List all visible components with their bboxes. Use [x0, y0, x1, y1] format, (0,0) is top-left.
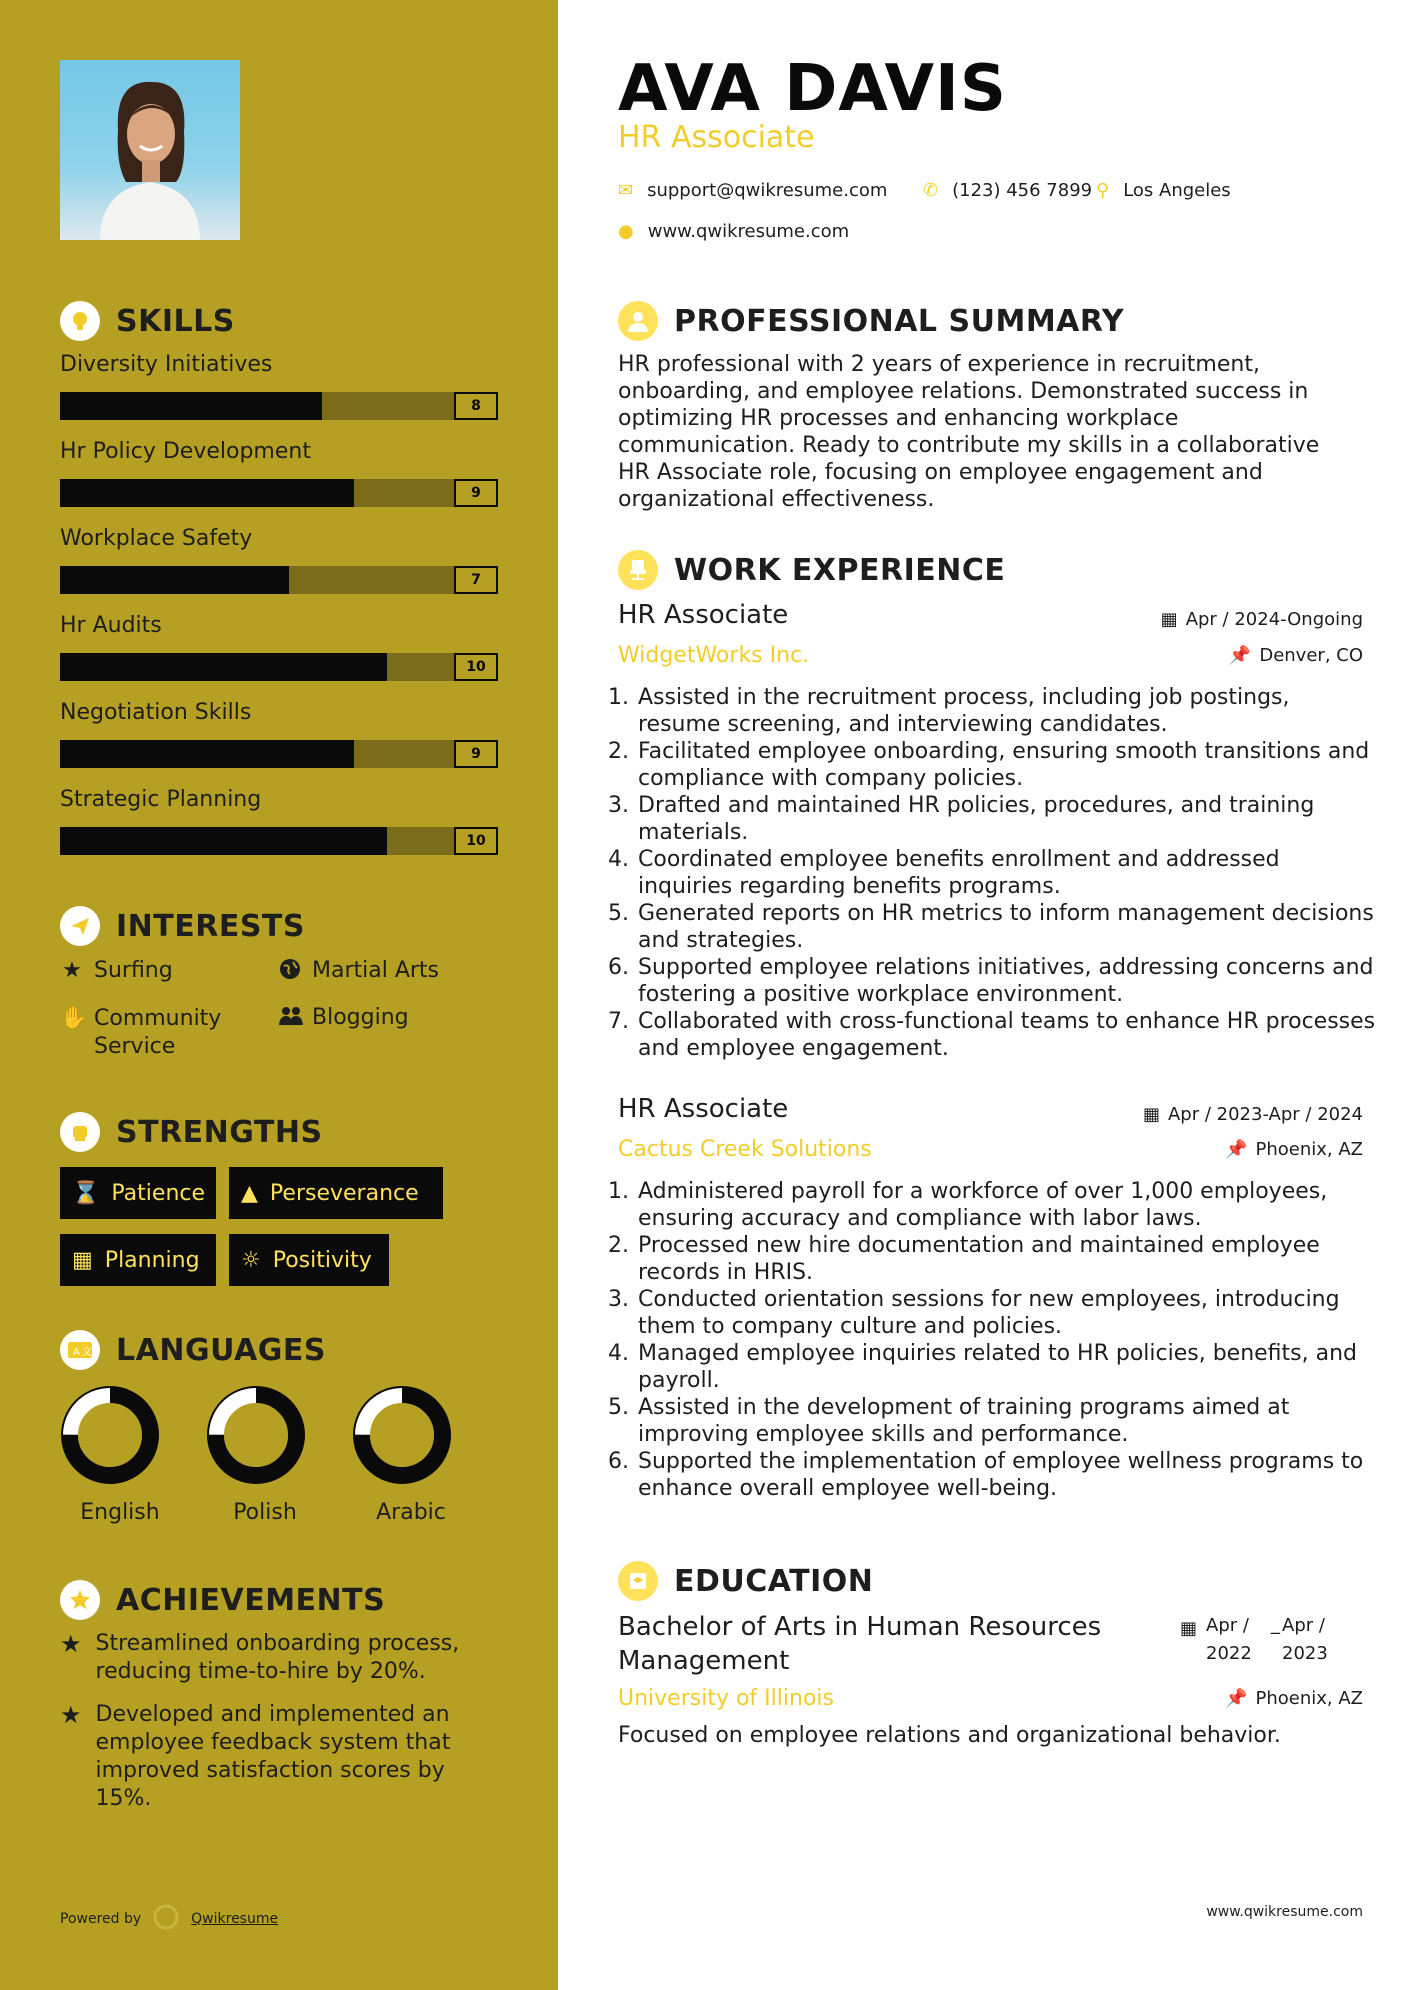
skill-fill — [60, 740, 354, 768]
strength-tag — [229, 1167, 443, 1219]
skill-name: Strategic Planning — [60, 787, 262, 812]
summary-title: PROFESSIONAL SUMMARY — [674, 303, 1125, 339]
skill-fill — [60, 566, 289, 594]
star-burst-icon: ★ — [60, 1701, 82, 1729]
skill-level: 9 — [454, 740, 498, 768]
achievement-text: Developed and implemented an employee feedback system that improved satisfaction scores by 15%. — [95, 1702, 451, 1811]
skill-level: 10 — [454, 827, 498, 855]
contact-website — [618, 221, 849, 242]
person-name: AVA DAVIS — [618, 52, 1007, 126]
footer-url[interactable]: www.qwikresume.com — [1206, 1904, 1363, 1920]
list-item: 5. Generated reports on HR metrics to inform management decisions and strategies. — [636, 900, 1376, 954]
skill-level: 8 — [454, 392, 498, 420]
skill-bar — [60, 827, 498, 855]
summary-header — [618, 301, 1124, 341]
list-item: 4. Coordinated employee benefits enrollment and addressed inquiries regarding benefits programs. — [636, 846, 1376, 900]
list-item: 3. Drafted and maintained HR policies, procedures, and training materials. — [636, 792, 1376, 846]
job-location-text: Phoenix, AZ — [1255, 1139, 1363, 1160]
achievement-text: Streamlined onboarding process, reducing time-to-hire by 20%. — [95, 1631, 460, 1684]
edu-date-start — [1206, 1612, 1252, 1668]
calendar-icon: ▦ — [1160, 609, 1178, 630]
education-title: EDUCATION — [674, 1563, 874, 1599]
edu-date-end-year: 2023 — [1282, 1643, 1328, 1664]
strength-tag — [229, 1234, 389, 1286]
fist-icon — [60, 1112, 100, 1152]
work-title: WORK EXPERIENCE — [674, 552, 1006, 588]
job-dates — [1143, 1104, 1363, 1125]
job-title: HR Associate — [618, 600, 789, 630]
interest-item — [60, 1005, 260, 1061]
globe-icon — [278, 958, 302, 986]
job-title: HR Associate — [618, 1094, 789, 1124]
achievement-item — [60, 1701, 500, 1813]
contact-location — [1096, 180, 1231, 201]
user-icon — [618, 301, 658, 341]
edu-date-start-month: Apr / — [1206, 1615, 1249, 1636]
sidebar — [0, 0, 558, 1990]
achievements-header — [60, 1580, 385, 1620]
list-item: 1. Administered payroll for a workforce of over 1,000 employees, ensuring accuracy and compliance with labor laws. — [636, 1178, 1376, 1232]
calendar-icon: ▦ — [1180, 1618, 1198, 1639]
job-dates-text: Apr / 2023-Apr / 2024 — [1167, 1104, 1363, 1125]
skill-level: 7 — [454, 566, 498, 594]
sun-icon: ☼ — [241, 1247, 261, 1273]
skills-header — [60, 301, 235, 341]
website-text[interactable]: www.qwikresume.com — [647, 221, 850, 242]
skill-name: Hr Audits — [60, 613, 162, 638]
language-ring — [206, 1385, 306, 1489]
skill-name: Hr Policy Development — [60, 439, 311, 464]
job-bullets — [618, 684, 1376, 1062]
job-company: WidgetWorks Inc. — [618, 643, 810, 668]
star-burst-icon: ★ — [60, 1630, 82, 1658]
edu-date-start-year: 2022 — [1206, 1643, 1252, 1664]
interest-label: Martial Arts — [312, 958, 440, 983]
skill-bar — [60, 740, 498, 768]
road-icon: ▲ — [241, 1180, 258, 1206]
skill-fill — [60, 479, 354, 507]
work-header — [618, 550, 1005, 590]
job-company: Cactus Creek Solutions — [618, 1137, 872, 1162]
powered-by — [60, 1904, 278, 1934]
skill-fill — [60, 392, 322, 420]
strengths-title: STRENGTHS — [116, 1114, 323, 1150]
person-role: HR Associate — [618, 120, 815, 155]
job-location — [1229, 645, 1363, 666]
phone-text[interactable]: (123) 456 7899 — [952, 180, 1093, 201]
phone-icon: ✆ — [923, 180, 939, 201]
list-item: 2. Processed new hire documentation and maintained employee records in HRIS. — [636, 1232, 1376, 1286]
svg-text:A: A — [73, 1347, 80, 1358]
job-dates-text: Apr / 2024-Ongoing — [1185, 609, 1363, 630]
language-label: English — [80, 1500, 160, 1525]
interest-label: Community Service — [94, 1006, 222, 1059]
qwikresume-logo-icon — [153, 1904, 179, 1934]
map-pin-icon: ⚲ — [1096, 180, 1110, 201]
skill-name: Negotiation Skills — [60, 700, 252, 725]
contact-email — [618, 180, 887, 201]
job-dates — [1161, 609, 1363, 630]
main-content — [558, 0, 1407, 1990]
powered-by-label: Powered by — [60, 1911, 142, 1927]
pin-icon: 📌 — [1225, 1139, 1248, 1160]
globe-icon: ● — [618, 221, 634, 242]
edu-location — [1225, 1688, 1363, 1709]
paper-plane-icon — [60, 906, 100, 946]
list-item: 4. Managed employee inquiries related to HR policies, benefits, and payroll. — [636, 1340, 1376, 1394]
language-ring — [60, 1385, 160, 1489]
interest-item — [60, 958, 173, 983]
lightbulb-icon — [60, 301, 100, 341]
education-header — [618, 1561, 873, 1601]
achievement-item — [60, 1630, 500, 1686]
graduation-cap-icon — [618, 1561, 658, 1601]
list-item: 7. Collaborated with cross-functional teams to enhance HR processes and employee engagement. — [636, 1008, 1376, 1062]
edu-date-end — [1282, 1612, 1328, 1668]
pin-icon: 📌 — [1228, 645, 1252, 666]
edu-date-separator: _ — [1271, 1614, 1280, 1635]
skill-name: Workplace Safety — [60, 526, 253, 551]
pin-icon: 📌 — [1225, 1688, 1248, 1709]
language-label: Arabic — [376, 1500, 446, 1525]
school-name: University of Illinois — [618, 1686, 834, 1711]
hand-icon: ✋ — [60, 1006, 88, 1031]
skills-title: SKILLS — [116, 303, 235, 339]
skill-level: 9 — [454, 479, 498, 507]
interest-item — [278, 1005, 409, 1033]
strength-label: Positivity — [272, 1247, 372, 1273]
edu-date-end-month: Apr / — [1282, 1615, 1325, 1636]
brand-link[interactable]: Qwikresume — [191, 1911, 279, 1927]
language-icon — [60, 1330, 100, 1370]
users-icon — [278, 1005, 302, 1033]
list-item: 5. Assisted in the development of training programs aimed at improving employee skills and performance. — [636, 1394, 1376, 1448]
language-ring — [352, 1385, 452, 1489]
calendar-icon: ▦ — [72, 1247, 93, 1273]
interest-label: Blogging — [312, 1005, 409, 1030]
skill-fill — [60, 827, 387, 855]
list-item: 6. Supported employee relations initiatives, addressing concerns and fostering a positive workplace environment. — [636, 954, 1376, 1008]
job-bullets — [618, 1178, 1376, 1502]
skill-bar — [60, 653, 498, 681]
strength-label: Patience — [111, 1180, 206, 1206]
skill-level: 10 — [454, 653, 498, 681]
award-star-icon — [60, 1580, 100, 1620]
strength-label: Planning — [104, 1247, 200, 1273]
list-item: 1. Assisted in the recruitment process, including job postings, resume screening, and interviewing candidates. — [636, 684, 1376, 738]
achievements-title: ACHIEVEMENTS — [116, 1582, 386, 1618]
list-item: 6. Supported the implementation of employee wellness programs to enhance overall employee well-being. — [636, 1448, 1376, 1502]
strength-tag — [60, 1167, 216, 1219]
skill-name: Diversity Initiatives — [60, 352, 273, 377]
degree-title: Bachelor of Arts in Human Resources Management — [618, 1612, 1102, 1676]
interest-item — [278, 958, 439, 986]
languages-title: LANGUAGES — [116, 1332, 326, 1368]
skill-fill — [60, 653, 387, 681]
email-text[interactable]: support@qwikresume.com — [647, 180, 888, 201]
strength-tag — [60, 1234, 216, 1286]
contact-phone — [923, 180, 1092, 201]
summary-text: HR professional with 2 years of experience in recruitment, onboarding, and employee relations. Demonstrated success in optimizing HR processes and enhancing workplace communication. Ready to contribute my skills in a collaborative HR Associate role, focusing on employee engagement and organizational effectiveness. — [618, 352, 1320, 512]
interests-header — [60, 906, 305, 946]
skill-bar — [60, 479, 498, 507]
edu-location-text: Phoenix, AZ — [1255, 1688, 1363, 1709]
location-text: Los Angeles — [1123, 180, 1231, 201]
edu-description: Focused on employee relations and organizational behavior. — [618, 1723, 1281, 1748]
job-location-text: Denver, CO — [1259, 645, 1363, 666]
office-chair-icon — [618, 550, 658, 590]
skill-bar — [60, 392, 498, 420]
skill-bar — [60, 566, 498, 594]
interest-label: Surfing — [94, 958, 173, 983]
strengths-header — [60, 1112, 323, 1152]
calendar-icon: ▦ — [1142, 1104, 1160, 1125]
list-item: 3. Conducted orientation sessions for new employees, introducing them to company culture and policies. — [636, 1286, 1376, 1340]
profile-photo — [60, 60, 240, 240]
svg-text:文: 文 — [82, 1347, 92, 1358]
interests-title: INTERESTS — [116, 908, 305, 944]
envelope-icon: ✉ — [618, 180, 634, 201]
list-item: 2. Facilitated employee onboarding, ensuring smooth transitions and compliance with company policies. — [636, 738, 1376, 792]
job-location — [1225, 1139, 1363, 1160]
hourglass-icon: ⌛ — [72, 1180, 100, 1206]
star-icon: ★ — [62, 958, 82, 983]
languages-header — [60, 1330, 326, 1370]
language-label: Polish — [233, 1500, 297, 1525]
strength-label: Perseverance — [269, 1180, 419, 1206]
